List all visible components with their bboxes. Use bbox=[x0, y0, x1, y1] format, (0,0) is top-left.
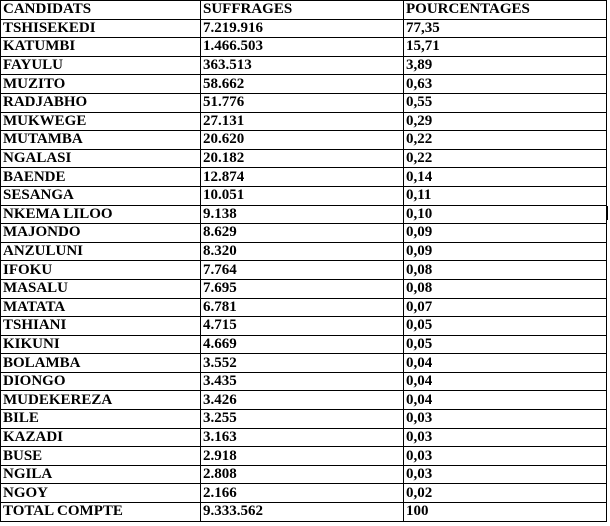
table-row bbox=[1, 224, 607, 243]
table-row bbox=[1, 410, 607, 429]
cell-suffrages: 4.715 bbox=[201, 317, 404, 336]
table-row bbox=[1, 149, 607, 168]
cell-suffrages: 4.669 bbox=[201, 335, 404, 354]
table-row bbox=[1, 465, 607, 484]
cell-pourcentage: 0,08 bbox=[404, 261, 607, 280]
cell-pourcentage: 0,14 bbox=[404, 168, 607, 187]
cell-candidat: SESANGA bbox=[1, 186, 201, 205]
cell-candidat: MUZITO bbox=[1, 75, 201, 94]
cell-suffrages: 2.808 bbox=[201, 465, 404, 484]
cell-suffrages: 20.182 bbox=[201, 149, 404, 168]
cell-candidat: ANZULUNI bbox=[1, 242, 201, 261]
cell-candidat: BAENDE bbox=[1, 168, 201, 187]
cell-candidat: MUTAMBA bbox=[1, 131, 201, 150]
cell-suffrages: 9.333.562 bbox=[201, 503, 404, 522]
cell-candidat: KAZADI bbox=[1, 428, 201, 447]
cell-candidat: KATUMBI bbox=[1, 38, 201, 57]
cell-pourcentage: 0,11 bbox=[404, 186, 607, 205]
cell-candidat: NGALASI bbox=[1, 149, 201, 168]
cell-pourcentage: 0,03 bbox=[404, 428, 607, 447]
cell-suffrages: 20.620 bbox=[201, 131, 404, 150]
cell-pourcentage: 0,04 bbox=[404, 372, 607, 391]
cell-pourcentage: 100 bbox=[404, 503, 607, 522]
cell-pourcentage: 0,04 bbox=[404, 391, 607, 410]
cell-candidat: TOTAL COMPTE bbox=[1, 503, 201, 522]
cell-suffrages: 3.435 bbox=[201, 372, 404, 391]
header-row bbox=[1, 1, 607, 20]
cell-pourcentage: 0,29 bbox=[404, 112, 607, 131]
cell-candidat: TSHIANI bbox=[1, 317, 201, 336]
edge-mark bbox=[607, 206, 608, 220]
cell-pourcentage: 0,09 bbox=[404, 224, 607, 243]
header-pourcentages: POURCENTAGES bbox=[404, 1, 607, 20]
cell-pourcentage: 77,35 bbox=[404, 19, 607, 38]
table-row bbox=[1, 242, 607, 261]
table-row bbox=[1, 261, 607, 280]
cell-suffrages: 2.918 bbox=[201, 447, 404, 466]
table-row bbox=[1, 484, 607, 503]
cell-pourcentage: 3,89 bbox=[404, 56, 607, 75]
total-row bbox=[1, 503, 607, 522]
cell-candidat: MAJONDO bbox=[1, 224, 201, 243]
cell-suffrages: 51.776 bbox=[201, 93, 404, 112]
cell-suffrages: 7.219.916 bbox=[201, 19, 404, 38]
table-row bbox=[1, 335, 607, 354]
cell-suffrages: 6.781 bbox=[201, 298, 404, 317]
cell-pourcentage: 0,55 bbox=[404, 93, 607, 112]
cell-pourcentage: 0,63 bbox=[404, 75, 607, 94]
cell-candidat: NGILA bbox=[1, 465, 201, 484]
cell-suffrages: 12.874 bbox=[201, 168, 404, 187]
cell-candidat: TSHISEKEDI bbox=[1, 19, 201, 38]
cell-candidat: MUKWEGE bbox=[1, 112, 201, 131]
cell-pourcentage: 0,05 bbox=[404, 317, 607, 336]
cell-suffrages: 1.466.503 bbox=[201, 38, 404, 57]
cell-candidat: NKEMA LILOO bbox=[1, 205, 201, 224]
table-row bbox=[1, 428, 607, 447]
cell-suffrages: 9.138 bbox=[201, 205, 404, 224]
cell-suffrages: 3.552 bbox=[201, 354, 404, 373]
table-row bbox=[1, 391, 607, 410]
cell-suffrages: 8.320 bbox=[201, 242, 404, 261]
cell-candidat: BOLAMBA bbox=[1, 354, 201, 373]
table-row bbox=[1, 447, 607, 466]
table-row bbox=[1, 186, 607, 205]
table-row bbox=[1, 205, 607, 224]
table-row bbox=[1, 93, 607, 112]
cell-suffrages: 3.255 bbox=[201, 410, 404, 429]
cell-suffrages: 2.166 bbox=[201, 484, 404, 503]
cell-pourcentage: 0,03 bbox=[404, 465, 607, 484]
cell-candidat: BUSE bbox=[1, 447, 201, 466]
cell-suffrages: 3.163 bbox=[201, 428, 404, 447]
table-row bbox=[1, 354, 607, 373]
table-row bbox=[1, 372, 607, 391]
table-row bbox=[1, 131, 607, 150]
cell-suffrages: 10.051 bbox=[201, 186, 404, 205]
cell-pourcentage: 0,05 bbox=[404, 335, 607, 354]
table-row bbox=[1, 317, 607, 336]
cell-suffrages: 363.513 bbox=[201, 56, 404, 75]
cell-candidat: BILE bbox=[1, 410, 201, 429]
cell-pourcentage: 0,03 bbox=[404, 447, 607, 466]
table-row bbox=[1, 298, 607, 317]
table-row bbox=[1, 112, 607, 131]
cell-pourcentage: 0,09 bbox=[404, 242, 607, 261]
cell-pourcentage: 0,07 bbox=[404, 298, 607, 317]
cell-candidat: MUDEKEREZA bbox=[1, 391, 201, 410]
header-suffrages: SUFFRAGES bbox=[201, 1, 404, 20]
cell-candidat: NGOY bbox=[1, 484, 201, 503]
cell-pourcentage: 0,08 bbox=[404, 279, 607, 298]
cell-candidat: DIONGO bbox=[1, 372, 201, 391]
cell-pourcentage: 0,10 bbox=[404, 205, 607, 224]
table-row bbox=[1, 19, 607, 38]
table-row bbox=[1, 38, 607, 57]
cell-pourcentage: 0,02 bbox=[404, 484, 607, 503]
cell-suffrages: 27.131 bbox=[201, 112, 404, 131]
cell-suffrages: 3.426 bbox=[201, 391, 404, 410]
results-table-body bbox=[1, 19, 607, 521]
cell-pourcentage: 15,71 bbox=[404, 38, 607, 57]
cell-suffrages: 7.764 bbox=[201, 261, 404, 280]
table-row bbox=[1, 75, 607, 94]
cell-candidat: FAYULU bbox=[1, 56, 201, 75]
table-row bbox=[1, 279, 607, 298]
header-candidats: CANDIDATS bbox=[1, 1, 201, 20]
cell-suffrages: 7.695 bbox=[201, 279, 404, 298]
cell-pourcentage: 0,04 bbox=[404, 354, 607, 373]
cell-suffrages: 8.629 bbox=[201, 224, 404, 243]
table-row bbox=[1, 168, 607, 187]
cell-pourcentage: 0,03 bbox=[404, 410, 607, 429]
cell-candidat: RADJABHO bbox=[1, 93, 201, 112]
cell-pourcentage: 0,22 bbox=[404, 149, 607, 168]
cell-candidat: IFOKU bbox=[1, 261, 201, 280]
cell-candidat: KIKUNI bbox=[1, 335, 201, 354]
cell-suffrages: 58.662 bbox=[201, 75, 404, 94]
table-row bbox=[1, 56, 607, 75]
cell-candidat: MATATA bbox=[1, 298, 201, 317]
cell-candidat: MASALU bbox=[1, 279, 201, 298]
cell-pourcentage: 0,22 bbox=[404, 131, 607, 150]
